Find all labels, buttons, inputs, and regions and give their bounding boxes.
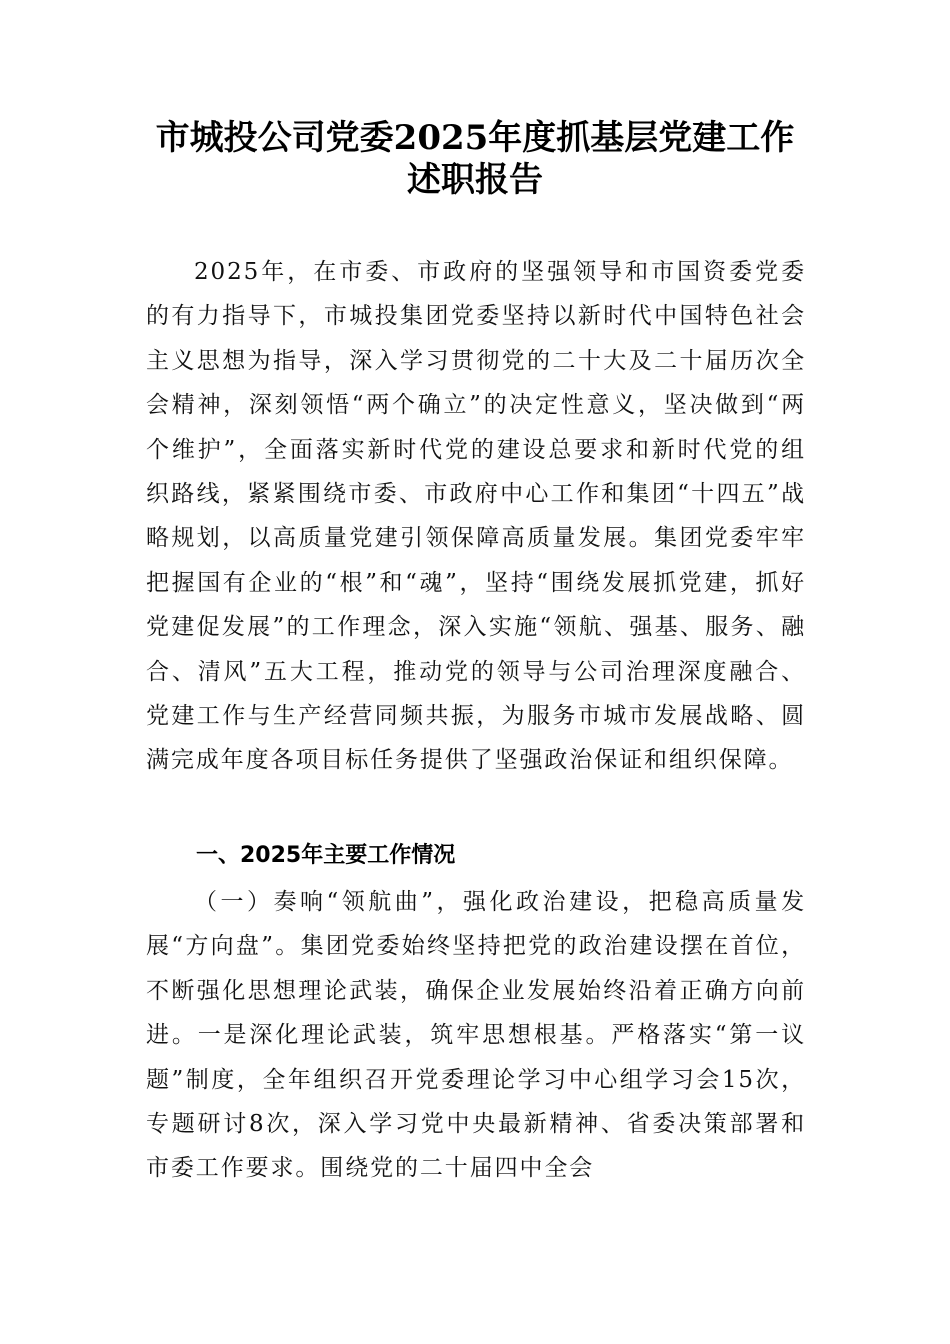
subsection-title: （一）奏响“领航曲”，强化政治建设，把稳高质量发展“方向盘”。 — [146, 889, 806, 960]
document-title-line2: 述职报告 — [407, 160, 543, 200]
section-heading: 一、2025年主要工作情况 — [196, 843, 456, 868]
subsection-body: 集团党委始终坚持把党的政治建设摆在首位，不断强化思想理论武装，确保企业发展始终沿着正确方向前进。一是深化理论武装，筑牢思想根基。严格落实“第一议题”制度，全年组织召开党委理论学习中心组学习会15次，专题研讨8次，深入学习党中央最新精神、省委决策部署和市委工作要求。围绕党的二十届四中全会 — [146, 933, 806, 1182]
document-title-line1: 市城投公司党委2025年度抓基层党建工作 — [155, 118, 795, 158]
intro-paragraph: 2025年，在市委、市政府的坚强领导和市国资委党委的有力指导下，市城投集团党委坚持以新时代中国特色社会主义思想为指导，深入学习贯彻党的二十大及二十届历次全会精神，深刻领悟“两个确立”的决定性意义，坚决做到“两个维护”，全面落实新时代党的建设总要求和新时代党的组织路线，紧紧围绕市委、市政府中心工作和集团“十四五”战略规划，以高质量党建引领保障高质量发展。集团党委牢牢把握国有企业的“根”和“魂”，坚持“围绕发展抓党建，抓好党建促发展”的工作理念，深入实施“领航、强基、服务、融合、清风”五大工程，推动党的领导与公司治理深度融合、党建工作与生产经营同频共振，为服务市城市发展战略、圆满完成年度各项目标任务提供了坚强政治保证和组织保障。 — [146, 259, 806, 774]
section-paragraph — [146, 880, 806, 1191]
